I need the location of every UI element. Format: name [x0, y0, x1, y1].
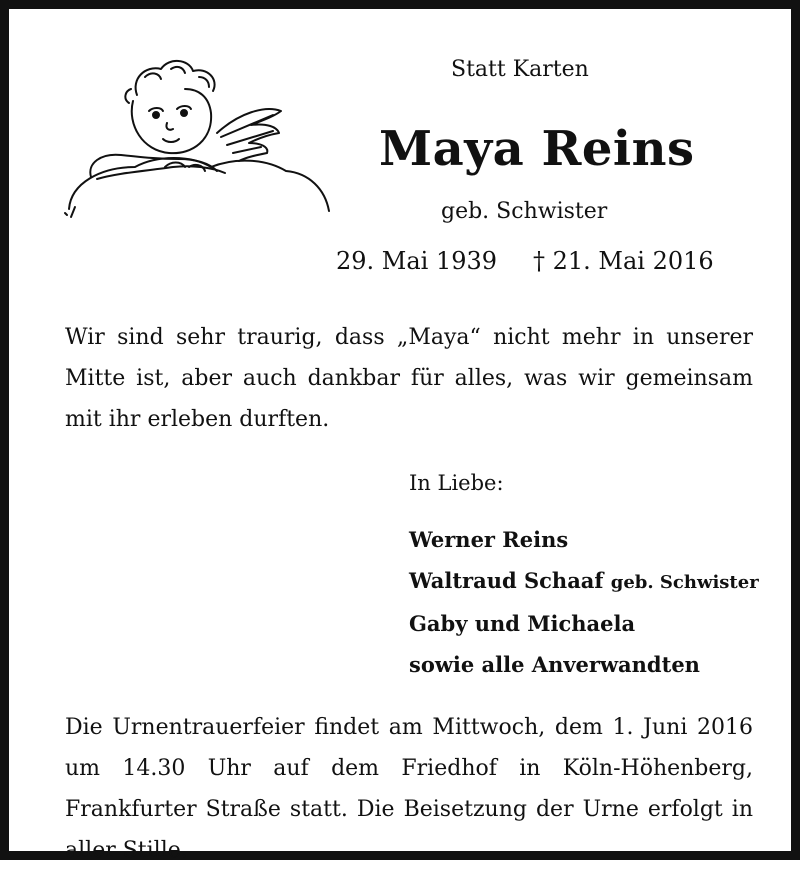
family-list	[409, 519, 759, 685]
family-member	[409, 519, 759, 560]
header-note: Statt Karten	[451, 57, 589, 82]
ceremony-paragraph: Die Urnentrauerfeier findet am Mittwoch, dem 1. Juni 2016 um 14.30 Uhr auf dem Friedhof in Köln-Höhenberg, Frankfurter Straße statt. Die Beisetzung der Urne erfolgt in aller Stille.	[65, 715, 753, 863]
family-member-name: Werner Reins	[409, 527, 569, 552]
family-member	[409, 603, 759, 644]
mourning-paragraph: Wir sind sehr traurig, dass „Maya“ nicht mehr in unserer Mitte ist, aber auch dankbar für alles, was wir gemeinsam mit ihr erleben durften.	[65, 325, 753, 432]
family-member	[409, 644, 759, 685]
deceased-name: Maya Reins	[379, 121, 695, 177]
family-member-name: Gaby und Michaela	[409, 611, 636, 636]
closing-phrase: In Liebe:	[409, 471, 504, 495]
date-of-death: † 21. Mai 2016	[533, 247, 714, 275]
birth-name: geb. Schwister	[441, 199, 608, 224]
date-of-birth: 29. Mai 1939	[336, 247, 498, 275]
family-member-name: sowie alle Anverwandten	[409, 652, 700, 677]
family-member	[409, 560, 759, 603]
family-member-note: geb. Schwister	[610, 572, 759, 593]
family-member-name: Waltraud Schaaf	[409, 568, 604, 593]
cherub-angel-icon	[61, 55, 333, 227]
